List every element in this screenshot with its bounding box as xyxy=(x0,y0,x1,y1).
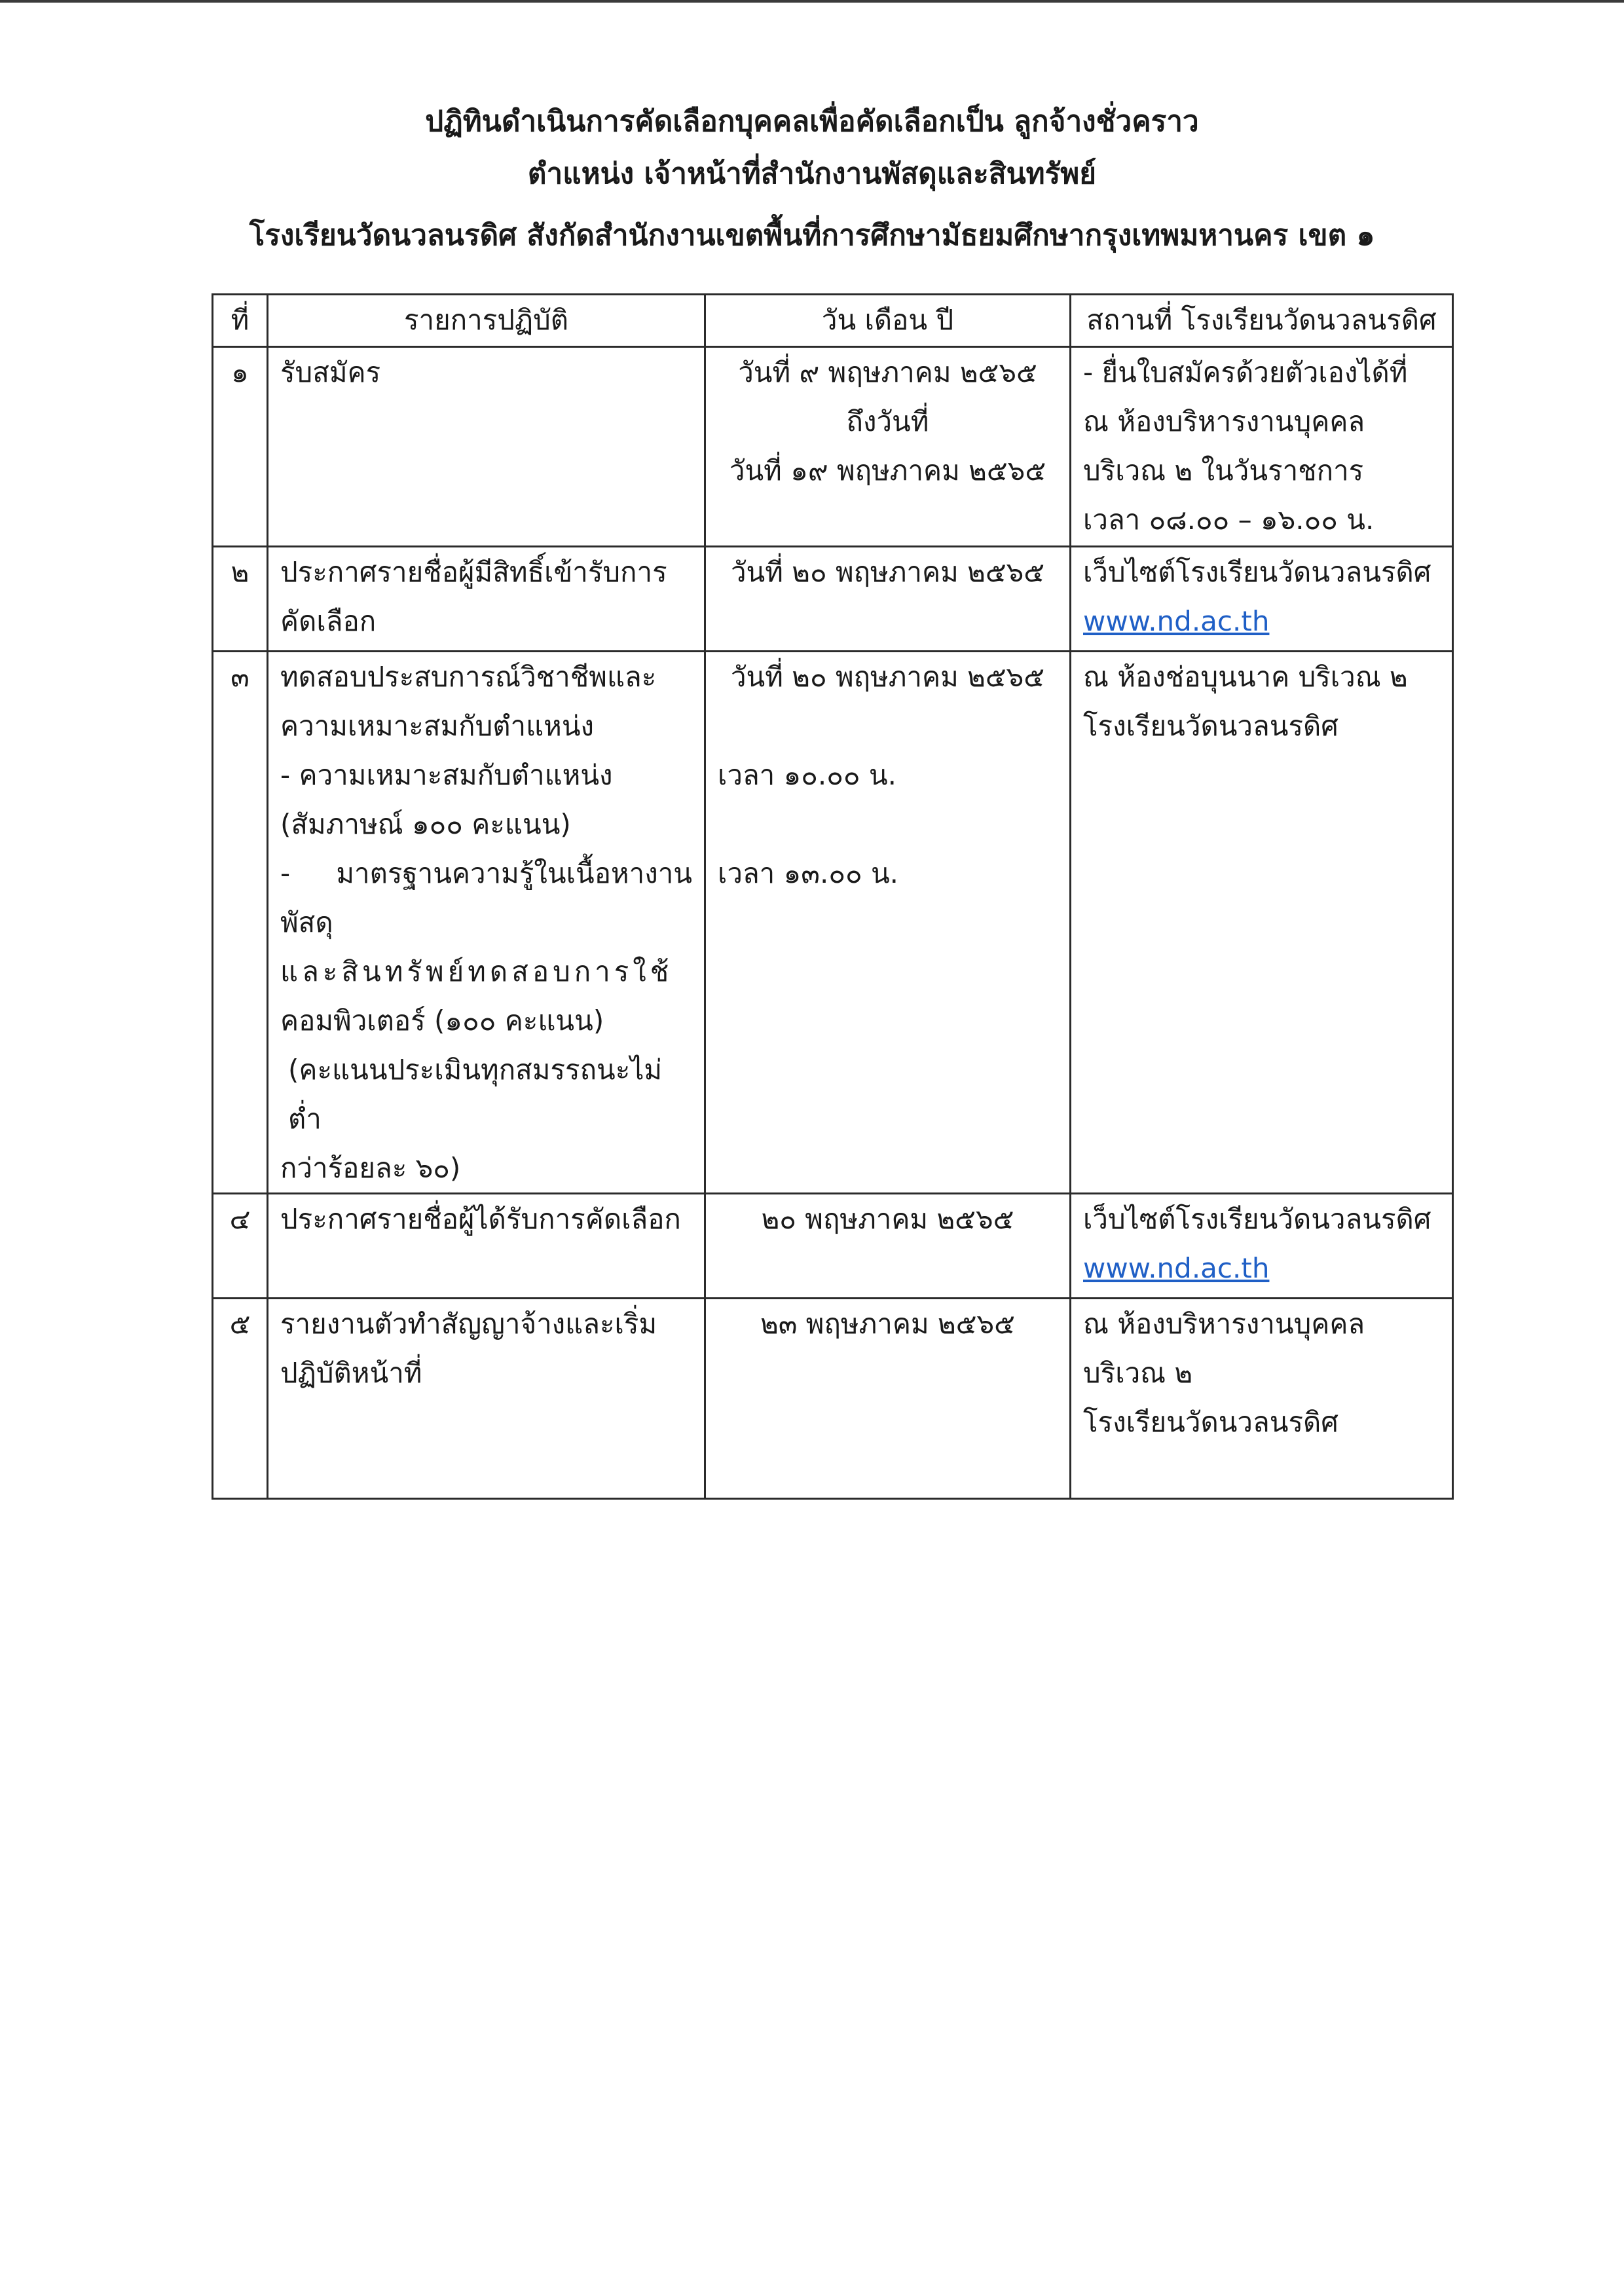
page-title: ปฏิทินดำเนินการคัดเลือกบุคคลเพื่อคัดเลือกเป็น ลูกจ้างชั่วคราว xyxy=(425,105,1199,138)
activity-cell xyxy=(268,652,705,1194)
place-text: - ยื่นใบสมัครด้วยตัวเองได้ที่ xyxy=(1083,356,1408,388)
row-number: ๓ xyxy=(213,652,268,1194)
table-row xyxy=(213,547,1453,652)
date-cell xyxy=(705,652,1071,1194)
activity-cell xyxy=(268,1194,705,1299)
place-cell xyxy=(1071,1194,1453,1299)
activity-text: ความเหมาะสมกับตำแหน่ง xyxy=(280,710,595,742)
table-row xyxy=(213,1194,1453,1299)
date-text: ๒๐ พฤษภาคม ๒๕๖๕ xyxy=(761,1203,1014,1235)
activity-text: ทดสอบประสบการณ์วิชาชีพและ xyxy=(280,661,657,693)
row-number: ๒ xyxy=(213,547,268,652)
place-cell xyxy=(1071,547,1453,652)
activity-text: คัดเลือก xyxy=(280,605,377,637)
date-text: ๒๓ พฤษภาคม ๒๕๖๕ xyxy=(760,1308,1015,1340)
place-cell xyxy=(1071,1299,1453,1499)
place-text: ณ ห้องบริหารงานบุคคล xyxy=(1083,405,1365,437)
activity-cell xyxy=(268,347,705,547)
place-text: โรงเรียนวัดนวลนรดิศ xyxy=(1083,1406,1338,1438)
header-activity: รายการปฏิบัติ xyxy=(268,295,705,347)
date-cell xyxy=(705,547,1071,652)
website-link[interactable]: www.nd.ac.th xyxy=(1083,1252,1270,1284)
place-text: โรงเรียนวัดนวลนรดิศ xyxy=(1083,710,1338,742)
activity-cell xyxy=(268,547,705,652)
time-text: เวลา ๑๓.๐๐ น. xyxy=(718,857,899,889)
activity-text: คอมพิวเตอร์ (๑๐๐ คะแนน) xyxy=(280,1005,604,1037)
place-cell xyxy=(1071,347,1453,547)
date-text: วันที่ ๑๙ พฤษภาคม ๒๕๖๕ xyxy=(729,454,1046,487)
activity-text: และสินทรัพย์ทดสอบการใช้ xyxy=(280,955,673,988)
activity-text: ประกาศรายชื่อผู้มีสิทธิ์เข้ารับการ xyxy=(280,556,667,588)
activity-text: รับสมัคร xyxy=(280,356,381,388)
header-date: วัน เดือน ปี xyxy=(705,295,1071,347)
date-text: วันที่ ๙ พฤษภาคม ๒๕๖๕ xyxy=(738,356,1037,388)
website-link[interactable]: www.nd.ac.th xyxy=(1083,605,1270,637)
place-text: บริเวณ ๒ ในวันราชการ xyxy=(1083,454,1364,487)
row-number: ๑ xyxy=(213,347,268,547)
activity-text: - ความเหมาะสมกับตำแหน่ง xyxy=(280,759,613,791)
date-cell xyxy=(705,1299,1071,1499)
spacer xyxy=(718,701,1058,750)
date-cell xyxy=(705,1194,1071,1299)
place-text: ณ ห้องช่อบุนนาค บริเวณ ๒ xyxy=(1083,661,1408,693)
table-row xyxy=(213,652,1453,1194)
activity-text: (คะแนนประเมินทุกสมรรถนะไม่ต่ำ xyxy=(288,1054,663,1135)
date-text: วันที่ ๒๐ พฤษภาคม ๒๕๖๕ xyxy=(730,556,1045,588)
table-row xyxy=(213,1299,1453,1499)
school-title: โรงเรียนวัดนวลนรดิศ สังกัดสำนักงานเขตพื้นที่การศึกษามัธยมศึกษากรุงเทพมหานคร เขต ๑ xyxy=(249,219,1375,252)
place-cell xyxy=(1071,652,1453,1194)
schedule-table xyxy=(212,293,1454,1500)
place-text: ณ ห้องบริหารงานบุคคล xyxy=(1083,1308,1365,1340)
table-header-row xyxy=(213,295,1453,347)
date-text: ถึงวันที่ xyxy=(846,405,929,437)
activity-text: กว่าร้อยละ ๖๐) xyxy=(280,1152,461,1184)
activity-text: รายงานตัวทำสัญญาจ้างและเริ่ม xyxy=(280,1308,657,1340)
date-text: วันที่ ๒๐ พฤษภาคม ๒๕๖๕ xyxy=(730,661,1045,693)
top-rule xyxy=(0,0,1624,3)
header-no: ที่ xyxy=(213,295,268,347)
row-number: ๕ xyxy=(213,1299,268,1499)
activity-text: ประกาศรายชื่อผู้ได้รับการคัดเลือก xyxy=(280,1203,681,1235)
date-cell xyxy=(705,347,1071,547)
place-text: เว็บไซต์โรงเรียนวัดนวลนรดิศ xyxy=(1083,1203,1431,1235)
header-place: สถานที่ โรงเรียนวัดนวลนรดิศ xyxy=(1071,295,1453,347)
place-text: บริเวณ ๒ xyxy=(1083,1357,1193,1389)
activity-text: (สัมภาษณ์ ๑๐๐ คะแนน) xyxy=(280,808,571,840)
spacer xyxy=(718,800,1058,849)
table-row xyxy=(213,347,1453,547)
place-text: เว็บไซต์โรงเรียนวัดนวลนรดิศ xyxy=(1083,556,1431,588)
position-title: ตำแหน่ง เจ้าหน้าที่สำนักงานพัสดุและสินทรัพย์ xyxy=(527,157,1097,191)
activity-cell xyxy=(268,1299,705,1499)
time-text: เวลา ๑๐.๐๐ น. xyxy=(718,759,896,791)
activity-text: ปฏิบัติหน้าที่ xyxy=(280,1357,422,1389)
place-text: เวลา ๐๘.๐๐ – ๑๖.๐๐ น. xyxy=(1083,504,1375,536)
activity-text: - มาตรฐานความรู้ในเนื้อหางานพัสดุ xyxy=(280,857,692,938)
row-number: ๔ xyxy=(213,1194,268,1299)
